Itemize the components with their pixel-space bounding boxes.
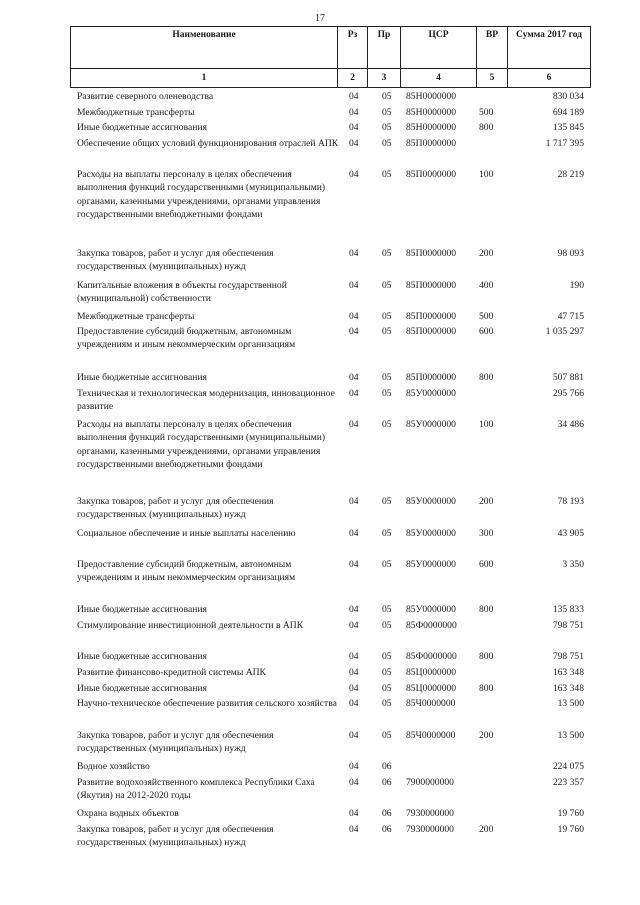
cell-vr: 100 [479, 419, 494, 430]
cell-rz: 04 [349, 730, 359, 741]
cell-name: Межбюджетные трансферты [77, 311, 195, 322]
cell-pr: 05 [382, 651, 392, 662]
cell-name: Развитие водохозяйственного комплекса Республики Саха (Якутия) на 2012-2020 годы [77, 777, 315, 802]
header-rz: Рз [338, 27, 368, 69]
cell-csr: 85Ч0000000 [406, 730, 456, 741]
cell-rz: 04 [349, 824, 359, 835]
cell-name: Социальное обеспечение и иные выплаты населению [77, 528, 296, 539]
cell-csr: 85У0000000 [406, 528, 456, 539]
cell-rz: 04 [349, 559, 359, 570]
cell-vr: 600 [479, 326, 494, 337]
cell-sum: 135 833 [552, 604, 584, 615]
cell-csr: 85У0000000 [406, 388, 456, 399]
cell-pr: 06 [382, 808, 392, 819]
cell-sum: 190 [569, 280, 584, 291]
cell-rz: 04 [349, 651, 359, 662]
cell-pr: 05 [382, 372, 392, 383]
cell-vr: 800 [479, 122, 494, 133]
cell-csr: 7930000000 [406, 824, 454, 835]
cell-pr: 05 [382, 683, 392, 694]
cell-sum: 223 357 [552, 777, 584, 788]
cell-pr: 05 [382, 326, 392, 337]
cell-csr: 85У0000000 [406, 419, 456, 430]
cell-csr: 7900000000 [406, 777, 454, 788]
cell-rz: 04 [349, 777, 359, 788]
cell-rz: 04 [349, 311, 359, 322]
cell-name: Расходы на выплаты персоналу в целях обеспечения выполнения функций государственными (муниципальными) органами, казенными учреждениями, органами управления государственными внебюджетными фондами [77, 169, 326, 221]
cell-sum: 47 715 [557, 311, 584, 322]
cell-sum: 163 348 [552, 683, 584, 694]
cell-vr: 500 [479, 311, 494, 322]
cell-sum: 98 093 [557, 248, 584, 259]
cell-pr: 05 [382, 604, 392, 615]
cell-csr: 85П0000000 [406, 311, 457, 322]
cell-name: Обеспечение общих условий функционирования отраслей АПК [77, 138, 339, 149]
cell-csr: 85Н0000000 [406, 122, 457, 133]
cell-sum: 78 193 [557, 496, 584, 507]
header-num-5: 5 [477, 69, 508, 88]
cell-csr: 85Ф0000000 [406, 620, 457, 631]
cell-vr: 200 [479, 824, 494, 835]
cell-vr: 200 [479, 730, 494, 741]
cell-rz: 04 [349, 326, 359, 337]
cell-vr: 800 [479, 604, 494, 615]
cell-sum: 3 350 [562, 559, 584, 570]
cell-name: Стимулирование инвестиционной деятельности в АПК [77, 620, 304, 631]
cell-rz: 04 [349, 91, 359, 102]
cell-sum: 830 034 [552, 91, 584, 102]
cell-rz: 04 [349, 620, 359, 631]
cell-sum: 43 905 [557, 528, 584, 539]
cell-sum: 28 219 [557, 169, 584, 180]
cell-sum: 798 751 [552, 651, 584, 662]
cell-sum: 34 486 [557, 419, 584, 430]
cell-rz: 04 [349, 683, 359, 694]
cell-rz: 04 [349, 667, 359, 678]
cell-sum: 135 845 [552, 122, 584, 133]
cell-sum: 19 760 [557, 824, 584, 835]
cell-csr: 7930000000 [406, 808, 454, 819]
cell-name: Капитальные вложения в объекты государственной (муниципальной) собственности [77, 280, 287, 305]
cell-rz: 04 [349, 107, 359, 118]
cell-rz: 04 [349, 528, 359, 539]
cell-sum: 507 881 [552, 372, 584, 383]
cell-rz: 04 [349, 761, 359, 772]
cell-pr: 05 [382, 169, 392, 180]
cell-rz: 04 [349, 698, 359, 709]
cell-pr: 05 [382, 91, 392, 102]
cell-name: Закупка товаров, работ и услуг для обеспечения государственных (муниципальных) нужд [77, 730, 274, 755]
cell-vr: 600 [479, 559, 494, 570]
header-pr: Пр [368, 27, 401, 69]
cell-name: Расходы на выплаты персоналу в целях обеспечения выполнения функций государственными (муниципальными) органами, казенными учреждениями, органами управления государственными внебюджетными фондами [77, 419, 326, 471]
cell-pr: 05 [382, 698, 392, 709]
cell-name: Межбюджетные трансферты [77, 107, 195, 118]
header-num-2: 2 [338, 69, 368, 88]
cell-vr: 200 [479, 248, 494, 259]
cell-name: Предоставление субсидий бюджетным, автономным учреждениям и иным некоммерческим организациям [77, 559, 296, 584]
cell-csr: 85П0000000 [406, 169, 457, 180]
cell-name: Техническая и технологическая модернизация, инновационное развитие [77, 388, 335, 413]
cell-rz: 04 [349, 604, 359, 615]
cell-pr: 05 [382, 311, 392, 322]
cell-rz: 04 [349, 419, 359, 430]
cell-csr: 85У0000000 [406, 496, 456, 507]
cell-rz: 04 [349, 248, 359, 259]
header-csr: ЦСР [401, 27, 477, 69]
cell-rz: 04 [349, 122, 359, 133]
page-number: 17 [315, 13, 325, 24]
cell-name: Закупка товаров, работ и услуг для обеспечения государственных (муниципальных) нужд [77, 248, 274, 273]
cell-vr: 300 [479, 528, 494, 539]
cell-name: Развитие северного оленеводства [77, 91, 214, 102]
cell-sum: 1 717 395 [545, 138, 584, 149]
cell-csr: 85П0000000 [406, 138, 457, 149]
cell-csr: 85У0000000 [406, 559, 456, 570]
cell-pr: 05 [382, 138, 392, 149]
cell-name: Закупка товаров, работ и услуг для обеспечения государственных (муниципальных) нужд [77, 824, 274, 849]
header-num-1: 1 [71, 69, 338, 88]
header-num-3: 3 [368, 69, 401, 88]
cell-pr: 05 [382, 667, 392, 678]
cell-rz: 04 [349, 496, 359, 507]
cell-sum: 1 035 297 [545, 326, 584, 337]
cell-pr: 05 [382, 496, 392, 507]
cell-pr: 05 [382, 620, 392, 631]
cell-rz: 04 [349, 808, 359, 819]
cell-name: Иные бюджетные ассигнования [77, 372, 207, 383]
cell-csr: 85Ч0000000 [406, 698, 456, 709]
cell-rz: 04 [349, 169, 359, 180]
cell-vr: 500 [479, 107, 494, 118]
cell-sum: 19 760 [557, 808, 584, 819]
cell-sum: 295 766 [552, 388, 584, 399]
header-sum: Сумма 2017 год [508, 27, 591, 69]
cell-rz: 04 [349, 138, 359, 149]
cell-name: Научно-техническое обеспечение развития сельского хозяйства [77, 698, 337, 709]
cell-csr: 85П0000000 [406, 280, 457, 291]
cell-pr: 05 [382, 419, 392, 430]
cell-vr: 800 [479, 651, 494, 662]
cell-name: Иные бюджетные ассигнования [77, 122, 207, 133]
cell-sum: 694 189 [552, 107, 584, 118]
cell-sum: 163 348 [552, 667, 584, 678]
cell-csr: 85У0000000 [406, 604, 456, 615]
cell-vr: 200 [479, 496, 494, 507]
cell-pr: 06 [382, 761, 392, 772]
cell-sum: 13 500 [557, 730, 584, 741]
cell-name: Иные бюджетные ассигнования [77, 604, 207, 615]
cell-vr: 800 [479, 683, 494, 694]
cell-name: Охрана водных объектов [77, 808, 179, 819]
cell-csr: 85П0000000 [406, 248, 457, 259]
header-vr: ВР [477, 27, 508, 69]
cell-csr: 85Ф0000000 [406, 651, 457, 662]
cell-rz: 04 [349, 388, 359, 399]
cell-csr: 85Ц0000000 [406, 683, 457, 694]
cell-name: Развитие финансово-кредитной системы АПК [77, 667, 266, 678]
cell-csr: 85Ц0000000 [406, 667, 457, 678]
cell-pr: 05 [382, 280, 392, 291]
cell-pr: 05 [382, 248, 392, 259]
cell-name: Иные бюджетные ассигнования [77, 651, 207, 662]
cell-vr: 400 [479, 280, 494, 291]
cell-rz: 04 [349, 372, 359, 383]
table-header [70, 26, 591, 88]
cell-rz: 04 [349, 280, 359, 291]
cell-vr: 800 [479, 372, 494, 383]
cell-pr: 05 [382, 122, 392, 133]
cell-csr: 85Н0000000 [406, 107, 457, 118]
cell-name: Предоставление субсидий бюджетным, автономным учреждениям и иным некоммерческим организациям [77, 326, 296, 351]
cell-pr: 05 [382, 528, 392, 539]
cell-csr: 85П0000000 [406, 326, 457, 337]
header-num-4: 4 [401, 69, 477, 88]
header-name: Наименование [71, 27, 338, 69]
cell-sum: 224 075 [552, 761, 584, 772]
cell-csr: 85Н0000000 [406, 91, 457, 102]
cell-pr: 06 [382, 824, 392, 835]
cell-name: Иные бюджетные ассигнования [77, 683, 207, 694]
cell-pr: 05 [382, 559, 392, 570]
cell-sum: 13 500 [557, 698, 584, 709]
cell-name: Закупка товаров, работ и услуг для обеспечения государственных (муниципальных) нужд [77, 496, 274, 521]
cell-name: Водное хозяйство [77, 761, 150, 772]
cell-pr: 06 [382, 777, 392, 788]
cell-sum: 798 751 [552, 620, 584, 631]
cell-pr: 05 [382, 730, 392, 741]
cell-csr: 85П0000000 [406, 372, 457, 383]
cell-pr: 05 [382, 107, 392, 118]
header-num-6: 6 [508, 69, 591, 88]
cell-pr: 05 [382, 388, 392, 399]
cell-vr: 100 [479, 169, 494, 180]
